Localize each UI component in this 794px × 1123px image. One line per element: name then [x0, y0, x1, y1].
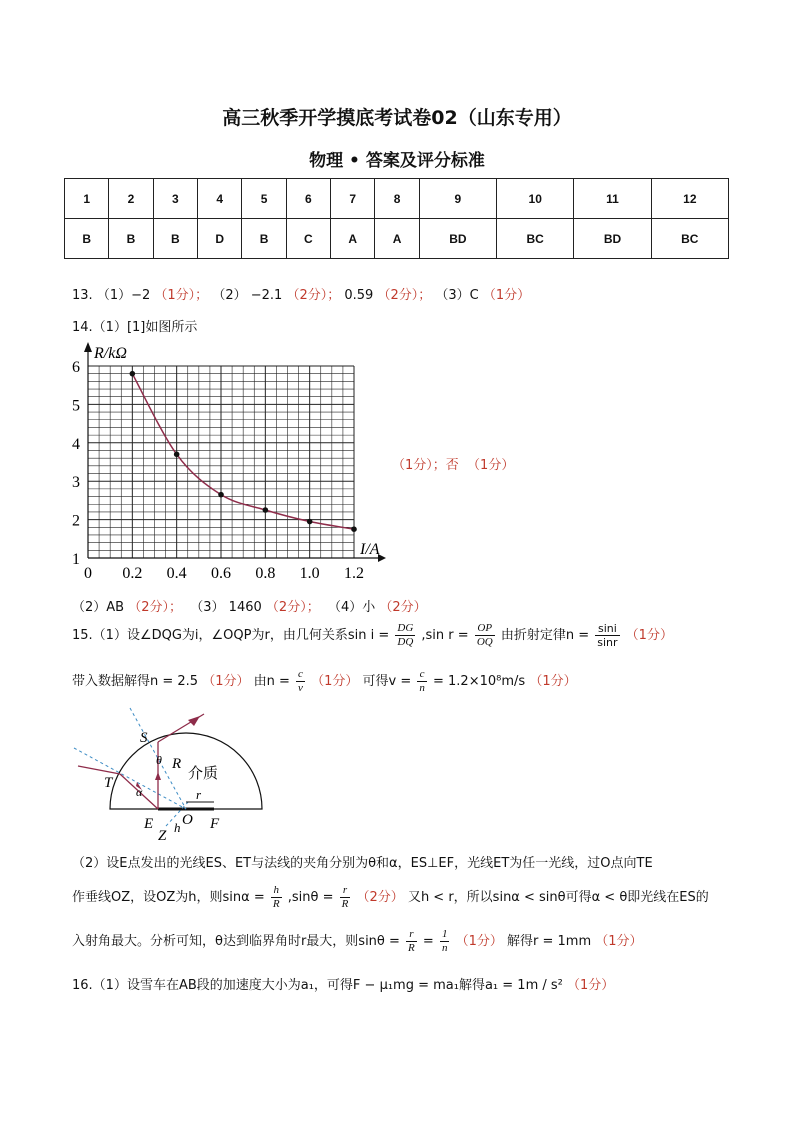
y-tick-label: 1	[72, 551, 80, 568]
q15-part2-line1: （2）设E点发出的光线ES、ET与法线的夹角分别为θ和α，ES⊥EF，光线ET为任一光线，过O点向TE	[72, 856, 653, 871]
label-f: F	[210, 816, 220, 832]
q15-p2-l3-eq: =	[422, 934, 434, 949]
q14-score2: （2分）；	[128, 600, 183, 615]
table-cell: BD	[574, 219, 651, 259]
frac-den: n	[419, 682, 425, 694]
table-cell: B	[109, 219, 153, 259]
frac-num: OP	[475, 622, 495, 636]
frac-num: h	[271, 884, 282, 898]
q15-l2-score1: （1分）	[202, 674, 250, 689]
table-cell: C	[286, 219, 330, 259]
answer-table-numbers-row	[65, 179, 729, 219]
frac-den: R	[341, 898, 349, 910]
label-t: T	[104, 775, 113, 791]
q15-l1-text-c: 由折射定律n =	[500, 628, 590, 643]
answer-table	[64, 178, 729, 259]
q15-p2-l3-text-b: 解得r = 1mm	[507, 934, 592, 949]
q15-p2-l2-text-c: 又h < r，所以sinα < sinθ可得α < θ即光线在ES的	[407, 890, 709, 905]
q13-part3: 0.59	[344, 288, 374, 303]
q14-score-a: （1分）；否	[392, 458, 459, 473]
y-axis-arrow	[84, 342, 92, 352]
q15-p2-l3-score1: （1分）	[455, 934, 503, 949]
label-e: E	[144, 816, 154, 832]
q15-part2-line2	[72, 884, 709, 911]
frac-num: c	[417, 668, 427, 682]
frac-num: 1	[441, 928, 448, 940]
label-r-big: R	[172, 756, 182, 772]
q15-line2	[72, 668, 577, 695]
q15-l2-score3: （1分）	[529, 674, 577, 689]
table-cell: 6	[286, 179, 330, 219]
label-r-small: r	[196, 787, 202, 802]
q16-l1-score: （1分）	[567, 978, 615, 993]
fraction-1-n	[440, 928, 450, 955]
q13-number: 13.	[72, 288, 93, 303]
fraction-c-v	[296, 668, 305, 695]
answer-table-answers-row	[65, 219, 729, 259]
frac-den: OQ	[476, 636, 493, 648]
q15-p2-l3-text-a: 入射角最大。分析可知，θ达到临界角时r最大，则sinθ =	[72, 934, 400, 949]
frac-den: n	[441, 942, 448, 954]
q13-score3: （2分）；	[377, 288, 432, 303]
q14-score4: （2分）	[379, 600, 427, 615]
q15-p2-l2-score: （2分）	[356, 890, 404, 905]
label-s: S	[140, 730, 148, 746]
y-axis-label: R/kΩ	[94, 345, 127, 362]
table-cell: 3	[153, 179, 197, 219]
q13-line	[72, 284, 530, 303]
table-cell: D	[198, 219, 242, 259]
label-h: h	[174, 820, 181, 835]
q15-l1-text-a: 15.（1）设∠DQG为i，∠OQP为r，由几何关系sin i =	[72, 628, 390, 643]
x-tick-label: 1.0	[299, 565, 320, 582]
q15-l2-text-c: 可得v =	[362, 674, 412, 689]
ray-t-out	[78, 766, 120, 774]
fraction-r-r	[340, 884, 351, 911]
q15-part2-line3	[72, 928, 643, 955]
frac-num: c	[298, 668, 303, 680]
table-cell: B	[65, 219, 109, 259]
q14-score3: （2分）；	[265, 600, 320, 615]
x-tick-label: 1.2	[344, 565, 364, 582]
frac-den: DQ	[397, 636, 414, 648]
q16-l1-text: 16.（1）设雪车在AB段的加速度大小为a₁，可得F − μ₁mg = ma₁解得a₁ = 1m / s²	[72, 978, 563, 993]
q14-line1: 14.（1）[1]如图所示	[72, 320, 198, 335]
q15-line1	[72, 622, 673, 649]
q14-part3: （3） 1460	[190, 600, 262, 615]
table-cell: 8	[375, 179, 419, 219]
q15-l2-score2: （1分）	[311, 674, 359, 689]
resistance-current-chart	[66, 340, 391, 590]
fraction-h-r	[271, 884, 282, 911]
data-point	[130, 371, 136, 377]
fraction-op-oq	[475, 622, 495, 649]
x-tick-label: 0.8	[255, 565, 276, 582]
table-cell: 4	[198, 179, 242, 219]
x-tick-label: 0	[84, 565, 92, 582]
y-tick-label: 2	[72, 512, 80, 530]
data-point	[218, 492, 224, 498]
q14-score-line	[392, 454, 514, 473]
q13-score2: （2分）；	[286, 288, 341, 303]
table-cell: BC	[651, 219, 728, 259]
q13-part4: （3）C	[435, 288, 479, 303]
data-point	[263, 507, 269, 513]
q15-p2-l2-text-b: ,sinθ =	[287, 890, 334, 905]
frac-num: sini	[595, 622, 619, 636]
ray-es-arrow	[155, 772, 161, 780]
y-tick-label: 3	[72, 474, 80, 492]
table-cell: 2	[109, 179, 153, 219]
q14-score-b: （1分）	[467, 458, 515, 473]
table-cell: 9	[419, 179, 496, 219]
y-tick-label: 4	[72, 435, 80, 453]
table-cell: 12	[651, 179, 728, 219]
q13-score4: （1分）	[482, 288, 531, 303]
table-cell: A	[331, 219, 375, 259]
data-point	[307, 519, 313, 525]
data-point	[174, 452, 180, 458]
frac-den: R	[408, 942, 415, 954]
table-cell: 11	[574, 179, 651, 219]
q14-part2: （2）AB	[72, 600, 125, 615]
x-tick-label: 0.2	[122, 565, 143, 582]
label-theta: θ	[156, 753, 162, 767]
q15-l1-text-b: ,sin r =	[421, 628, 469, 643]
table-cell: BC	[497, 219, 574, 259]
q15-l2-text-a: 带入数据解得n = 2.5	[72, 674, 199, 689]
frac-num: DG	[397, 622, 414, 634]
fraction-c-n	[417, 668, 427, 695]
y-tick-label: 5	[72, 397, 80, 415]
x-tick-label: 0.4	[166, 565, 187, 582]
q15-p2-l3-score2: （1分）	[595, 934, 643, 949]
table-cell: B	[242, 219, 286, 259]
x-tick-label: 0.6	[211, 565, 231, 582]
q14-line2	[72, 596, 427, 615]
label-o: O	[182, 812, 193, 828]
frac-den: v	[298, 682, 303, 694]
optics-diagram	[70, 702, 270, 847]
semicircle-medium	[110, 733, 262, 809]
q15-l1-score: （1分）	[625, 628, 673, 643]
table-cell: 7	[331, 179, 375, 219]
q14-part4: （4）小	[327, 600, 376, 615]
q15-l2-text-b: 由n =	[253, 674, 290, 689]
table-cell: 1	[65, 179, 109, 219]
label-z: Z	[158, 828, 167, 844]
table-cell: 10	[497, 179, 574, 219]
page-subtitle: 物理 • 答案及评分标准	[309, 151, 485, 171]
frac-num: r	[340, 884, 351, 898]
frac-den: sinr	[597, 636, 618, 649]
table-cell: BD	[419, 219, 496, 259]
ray-refracted-arrow	[188, 716, 200, 726]
table-cell: A	[375, 219, 419, 259]
table-cell: B	[153, 219, 197, 259]
q13-score1: （1分）；	[154, 288, 209, 303]
page-title: 高三秋季开学摸底考试卷02（山东专用）	[222, 107, 572, 129]
x-axis-label: I/A	[360, 541, 380, 558]
q15-l2-text-d: = 1.2×10⁸m/s	[433, 674, 526, 689]
q16-line1	[72, 974, 614, 993]
label-alpha: α	[136, 785, 143, 799]
data-point	[351, 526, 357, 532]
fraction-dg-dq	[395, 622, 415, 649]
table-cell: 5	[242, 179, 286, 219]
fraction-sini-sinr	[595, 622, 619, 649]
q13-part1: （1）−2	[96, 288, 151, 303]
frac-num: r	[406, 928, 417, 942]
y-tick-label: 6	[72, 359, 80, 376]
label-medium: 介质	[188, 764, 219, 782]
fraction-r-rbig	[406, 928, 417, 955]
q13-part2: （2） −2.1	[212, 288, 283, 303]
frac-den: R	[272, 898, 280, 910]
q15-p2-l2-text-a: 作垂线OZ，设OZ为h，则sinα =	[72, 890, 265, 905]
